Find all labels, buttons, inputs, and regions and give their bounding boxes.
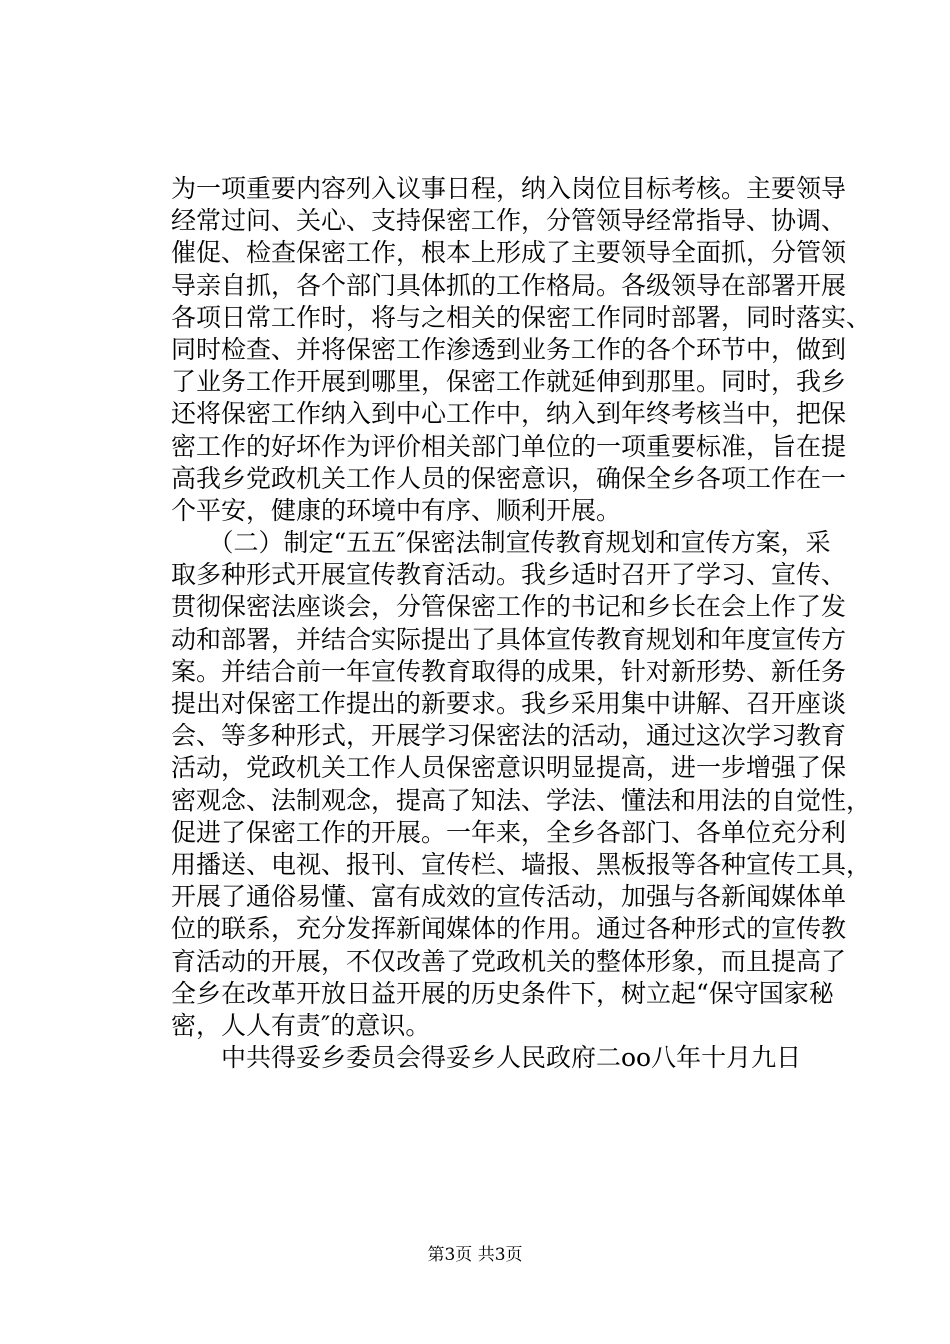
text-line: 同时检查、并将保密工作渗透到业务工作的各个环节中，做到 <box>171 334 847 364</box>
text-line: 会、等多种形式，开展学习保密法的活动，通过这次学习教育 <box>171 721 847 751</box>
text-line: 活动，党政机关工作人员保密意识明显提高，进一步增强了保 <box>171 753 847 783</box>
text-line: 用播送、电视、报刊、宣传栏、墙报、黑板报等各种宣传工具， <box>171 849 872 879</box>
text-line: 个平安，健康的环境中有序、顺利开展。 <box>171 495 622 525</box>
text-line: 密观念、法制观念，提高了知法、学法、懂法和用法的自觉性， <box>171 785 872 815</box>
text-line: 贯彻保密法座谈会，分管保密工作的书记和乡长在会上作了发 <box>171 592 847 622</box>
text-line: 位的联系，充分发挥新闻媒体的作用。通过各种形式的宣传教 <box>171 914 847 944</box>
text-line: 提出对保密工作提出的新要求。我乡采用集中讲解、召开座谈 <box>171 689 847 718</box>
document-body <box>171 173 872 1074</box>
text-line: 案。并结合前一年宣传教育取得的成果，针对新形势、新任务 <box>171 656 847 686</box>
text-line: 还将保密工作纳入到中心工作中，纳入到年终考核当中，把保 <box>171 399 847 429</box>
text-line: 开展了通俗易懂、富有成效的宣传活动，加强与各新闻媒体单 <box>171 882 847 912</box>
text-line: （二）制定“五五″保密法制宣传教育规划和宣传方案，采 <box>171 528 831 558</box>
text-line: 全乡在改革开放日益开展的历史条件下，树立起“保守国家秘 <box>171 978 834 1008</box>
text-line: 高我乡党政机关工作人员的保密意识，确保全乡各项工作在一 <box>171 463 847 493</box>
text-line: 密，人人有责″的意识。 <box>171 1010 431 1040</box>
text-line: 了业务工作开展到哪里，保密工作就延伸到那里。同时，我乡 <box>171 367 847 397</box>
text-line: 导亲自抓，各个部门具体抓的工作格局。各级领导在部署开展 <box>171 270 847 300</box>
text-line: 育活动的开展，不仅改善了党政机关的整体形象，而且提高了 <box>171 946 847 976</box>
text-line: 取多种形式开展宣传教育活动。我乡适时召开了学习、宣传、 <box>171 560 847 590</box>
text-line: 促进了保密工作的开展。一年来，全乡各部门、各单位充分利 <box>171 817 847 847</box>
text-line: 密工作的好坏作为评价相关部门单位的一项重要标准，旨在提 <box>171 431 847 461</box>
text-line: 动和部署，并结合实际提出了具体宣传教育规划和年度宣传方 <box>171 624 847 654</box>
text-line: 为一项重要内容列入议事日程，纳入岗位目标考核。主要领导 <box>171 174 847 203</box>
text-line: 各项日常工作时，将与之相关的保密工作同时部署，同时落实、 <box>171 302 872 332</box>
page-footer: 第3页 共3页 <box>427 1245 523 1265</box>
text-line: 中共得妥乡委员会得妥乡人民政府二oo八年十月九日 <box>171 1043 802 1073</box>
text-line: 经常过问、关心、支持保密工作，分管领导经常指导、协调、 <box>171 206 847 236</box>
text-line: 催促、检查保密工作，根本上形成了主要领导全面抓，分管领 <box>171 238 847 268</box>
